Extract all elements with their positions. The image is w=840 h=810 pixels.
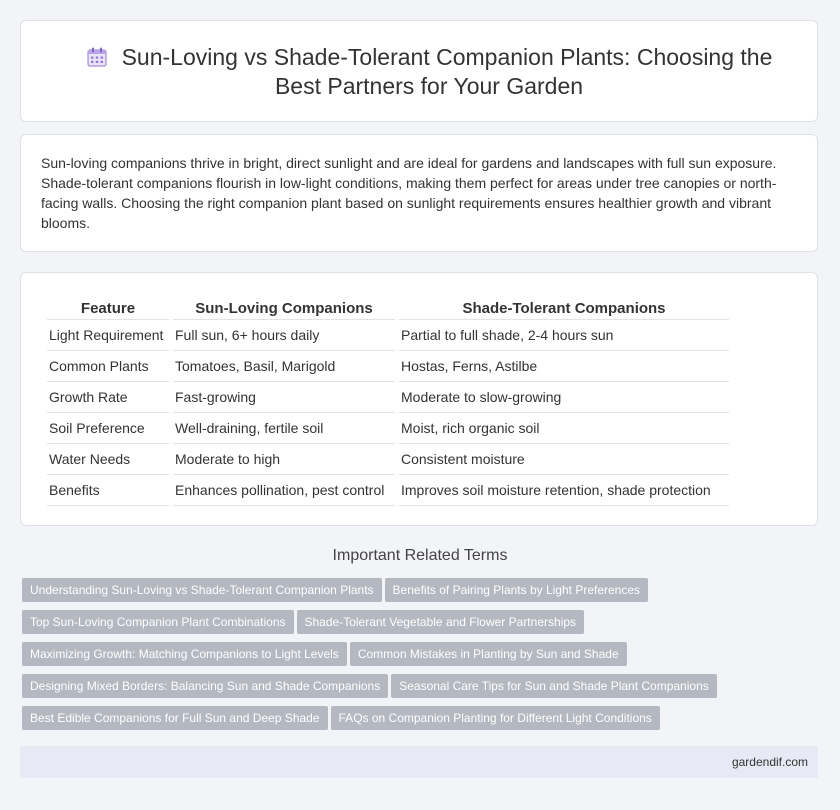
related-term-link[interactable]: Benefits of Pairing Plants by Light Preferences (385, 578, 648, 602)
column-header: Sun-Loving Companions (173, 295, 395, 320)
related-term-link[interactable]: Best Edible Companions for Full Sun and Deep Shade (22, 706, 328, 730)
related-term-link[interactable]: Understanding Sun-Loving vs Shade-Tolerant Companion Plants (22, 578, 382, 602)
comparison-table (43, 295, 733, 506)
table-cell: Moderate to high (173, 444, 395, 475)
table-cell: Light Requirement (47, 320, 169, 351)
intro-paragraph: Sun-loving companions thrive in bright, direct sunlight and are ideal for gardens and landscapes with full sun exposure. Shade-tolerant companions flourish in low-light conditions, making them perfect for areas under tree canopies or north-facing walls. Choosing the right companion plant based on sunlight requirements ensures healthier growth and vibrant blooms. (41, 155, 777, 231)
column-header: Feature (47, 295, 169, 320)
related-term-link[interactable]: Top Sun-Loving Companion Plant Combinations (22, 610, 294, 634)
table-cell: Enhances pollination, pest control (173, 475, 395, 506)
page-title (61, 43, 797, 101)
footer-site-link[interactable]: gardendif.com (731, 755, 808, 769)
table-cell: Moist, rich organic soil (399, 413, 729, 444)
table-row (47, 320, 729, 351)
tag-row (22, 674, 762, 706)
table-cell: Common Plants (47, 351, 169, 382)
tag-row (22, 578, 762, 610)
tag-row (22, 706, 762, 738)
related-term-link[interactable]: Seasonal Care Tips for Sun and Shade Plant Companions (391, 674, 717, 698)
table-cell: Well-draining, fertile soil (173, 413, 395, 444)
table-cell: Soil Preference (47, 413, 169, 444)
related-term-link[interactable]: Common Mistakes in Planting by Sun and Shade (350, 642, 627, 666)
table-header-row (47, 295, 729, 320)
table-row (47, 382, 729, 413)
calendar-icon (86, 46, 108, 68)
table-cell: Fast-growing (173, 382, 395, 413)
column-header: Shade-Tolerant Companions (399, 295, 729, 320)
footer (20, 746, 818, 778)
related-term-link[interactable]: FAQs on Companion Planting for Different Light Conditions (331, 706, 660, 730)
tag-row (22, 610, 762, 642)
table-cell: Tomatoes, Basil, Marigold (173, 351, 395, 382)
table-row (47, 413, 729, 444)
related-terms-list (22, 578, 762, 738)
table-cell: Partial to full shade, 2-4 hours sun (399, 320, 729, 351)
tag-row (22, 642, 762, 674)
page-title-text: Sun-Loving vs Shade-Tolerant Companion Plants: Choosing the Best Partners for Your Garden (121, 44, 773, 99)
table-cell: Full sun, 6+ hours daily (173, 320, 395, 351)
table-row (47, 475, 729, 506)
related-term-link[interactable]: Designing Mixed Borders: Balancing Sun and Shade Companions (22, 674, 388, 698)
table-cell: Improves soil moisture retention, shade protection (399, 475, 729, 506)
related-term-link[interactable]: Shade-Tolerant Vegetable and Flower Partnerships (297, 610, 585, 634)
related-terms-heading: Important Related Terms (332, 547, 508, 564)
comparison-card (20, 272, 818, 526)
table-cell: Moderate to slow-growing (399, 382, 729, 413)
header-card (20, 20, 818, 122)
table-cell: Benefits (47, 475, 169, 506)
intro-card (20, 134, 818, 252)
table-cell: Consistent moisture (399, 444, 729, 475)
table-cell: Growth Rate (47, 382, 169, 413)
related-term-link[interactable]: Maximizing Growth: Matching Companions to Light Levels (22, 642, 347, 666)
title-wrap (61, 43, 797, 101)
table-cell: Hostas, Ferns, Astilbe (399, 351, 729, 382)
table-cell: Water Needs (47, 444, 169, 475)
table-row (47, 351, 729, 382)
table-row (47, 444, 729, 475)
